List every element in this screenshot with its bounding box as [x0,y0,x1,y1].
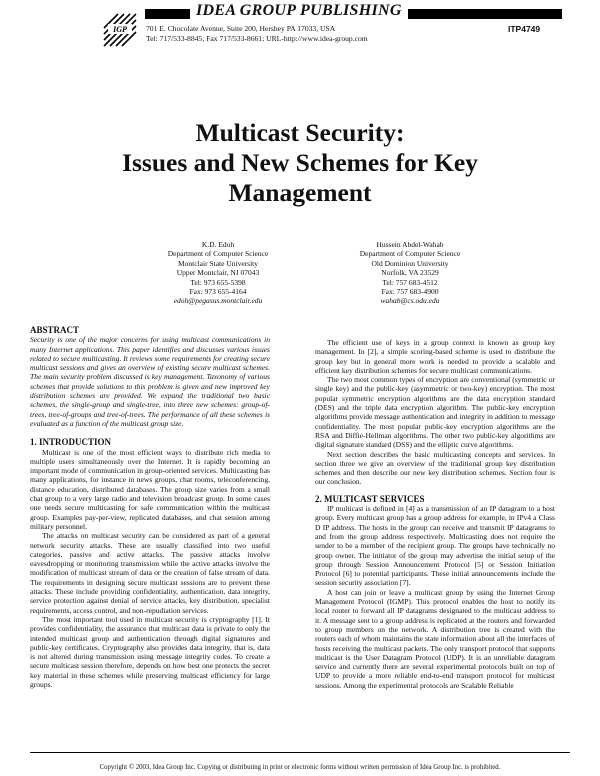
logo-text: IGP [113,25,127,34]
right-column [315,338,555,690]
intro-paragraph-1: Multicast is one of the most efficient ways to distribute rich media to multiple users simultaneously over the Internet. It is rapidly becoming an important mode of communication in group-oriented services. Multicasting has many applications, for instance in news groups, chat rooms, teleconferencing, distance education, distributed databases. The group size varies from a small chat group to a very large radio and television broadcast group. In some cases one needs secure multicasting for safe communication within the multicast group. Examples pay-per-view, replicated databases, and chat session among military personnel. [30,447,270,531]
footer-rule [30,752,570,753]
author-2-email[interactable]: wahab@cs.odu.edu [380,296,440,306]
address-line-1: 701 E. Chocolate Avenue, Suite 200, Hershey PA 17033, USA [146,24,336,33]
author-1-dept: Department of Computer Science [167,249,269,259]
author-2-name: Hussein Abdel-Wahab [376,240,444,249]
author-1-tel: Tel: 973 655-5398 [190,277,246,287]
author-2-univ: Old Dominion University [371,258,449,268]
publisher-address [146,24,368,44]
intro-paragraph-3: The most important tool used in multicast security is cryptography [1]. It provides confidentiality, the assurance that multicast data is private to only the intended multicast group and authentication through digital signatures and public-key certificates. Cryptography also provides data integrity, that is, data is not altered during transmission using message integrity codes. To create a secure multicast session therefore, depends on how best one protects the secret key material in these schemes while preserving multicast efficiency for large groups. [30,614,270,689]
author-1-name: K.D. Edoh [201,240,235,249]
author-2-tel: Tel: 757 683-4512 [382,277,438,287]
abstract-text: Security is one of the major concerns for using multicast communications in many Internet applications. This paper identifies and discusses various issues related to secure multicasting. It reviews some requirements for creating secure multicast sessions and gives an overview of existing secure multicast schemes. The main security problem discussed is key management. Taxonomy of various schemes that provide solutions to this problem is given and new improved key distribution schemes are provided. We expand the traditional two basic schemes, the single-group and single-tree, into three new schemes: group-of-trees, tree-of-groups and tree-of-trees. The performance of all these schemes is evaluated as a function of the multicast group size. [30,335,270,428]
author-2 [320,240,500,306]
author-1-univ: Montclair State University [178,258,258,268]
right-paragraph-1: The efficient use of keys in a group context is known as group key management. In [2], a simple scoring-based scheme is used to distribute the group key but in general more work is needed to provide a scalable and efficient key distribution schemes for secure multicast communications. [315,338,555,375]
paper-title [40,118,560,208]
author-2-fax: Fax: 757 683-4900 [381,287,439,297]
author-1-email[interactable]: edoh@pegasus.montclair.edu [173,296,263,306]
intro-paragraph-2: The attacks on multicast security can be considered as part of a general network security attacks. These are usually classified into two useful categories, passive and active attacks. The passive attacks involve eavesdropping or monitoring transmission while the active attacks involve the modification of multicast stream of data or the creation of false stream of data. The requirements in designing secure multicast sessions are to prevent these attacks. These include providing confidentiality, authentication, data integrity, service protection against denial of service attacks, key distribution, specialist requirements, access control, and non-repudiation services. [30,531,270,615]
copyright-footer: Copyright © 2003, Idea Group Inc. Copying or distributing in print or electronic forms without written permission of Idea Group Inc. is prohibited. [99,764,501,771]
article-code: ITP4749 [508,24,541,34]
title-line-1: Multicast Security: [195,118,405,147]
right-paragraph-3: Next section describes the basic multicasting concepts and services. In section three we give an overview of the traditional group key distribution schemes and then describe our new key distribution schemes. Section four is our conclusion. [315,449,555,487]
author-1-fax: Fax: 973 655-4164 [189,287,247,297]
right-paragraph-4: IP multicast is defined in [4] as a transmission of an IP datagram to a host group. Every multicast group has a group address for example, in IPv4 a Class D IP address. The hosts in the group can receive and transmit IP datagrams to and from the group address respectively. Multicasting does not require the sender to be a member of the recipient group. The groups have technically no group owner. The initiator of the group may advertise the initial setup of the group through Session Announcement Protocol [5] or Session Initiation Protocol [6] to potential participants. These initial announcements include the session security association [7]. [315,504,555,588]
abstract-heading: ABSTRACT [30,325,80,335]
intro-heading: 1. INTRODUCTION [30,437,112,448]
author-2-city: Norfolk, VA 23529 [381,268,439,278]
author-2-dept: Department of Computer Science [359,249,461,259]
publisher-name: IDEA GROUP PUBLISHING [190,2,408,20]
left-column [30,326,270,689]
author-1-city: Upper Montclair, NJ 07043 [176,268,260,278]
title-line-2: Issues and New Schemes for Key [122,148,478,177]
igp-logo [100,10,140,50]
author-1 [128,240,308,306]
right-paragraph-5: A host can join or leave a multicast group by using the Internet Group Management Protocol (IGMP). This protocol enables the host to notify its local router to forward all IP datagrams designated to the multicast address to it. A message sent to a group address is replicated at the routers and forwarded to group members on the network. A distribution tree is created with the routers each of whom maintains the state information about all the interfaces of hosts receiving the multicast packets. The only transport protocol that supports multicast is the User Datagram Protocol (UDP). It is an unreliable datagram service and currently there are several experimental protocols built on top of UDP to provide a more reliable end-to-end transport protocol for multicast sessions. Among the experimental protocols are Scalable Reliable [315,587,555,690]
address-line-2: Tel: 717/533-8845; Fax 717/533-8661; URL-http://www.idea-group.com [146,34,368,43]
title-line-3: Management [228,178,372,207]
section-2-heading: 2. MULTICAST SERVICES [315,493,425,504]
right-paragraph-2: The two most common types of encryption are conventional (symmetric or single key) and the public-key (asymmetric or two-key) encryption. The most popular symmetric encryption algorithms are the data encryption standard (DES) and the triple data encryption algorithm. The public-key encryption algorithms provide message authentication and integrity in addition to message confidentiality. The most popular public-key encryption algorithms are the RSA and Diffie-Hellman algorithms. The other two public-key algorithms are digital signature standard (DSS) and the elliptic curve algorithms. [315,375,555,450]
